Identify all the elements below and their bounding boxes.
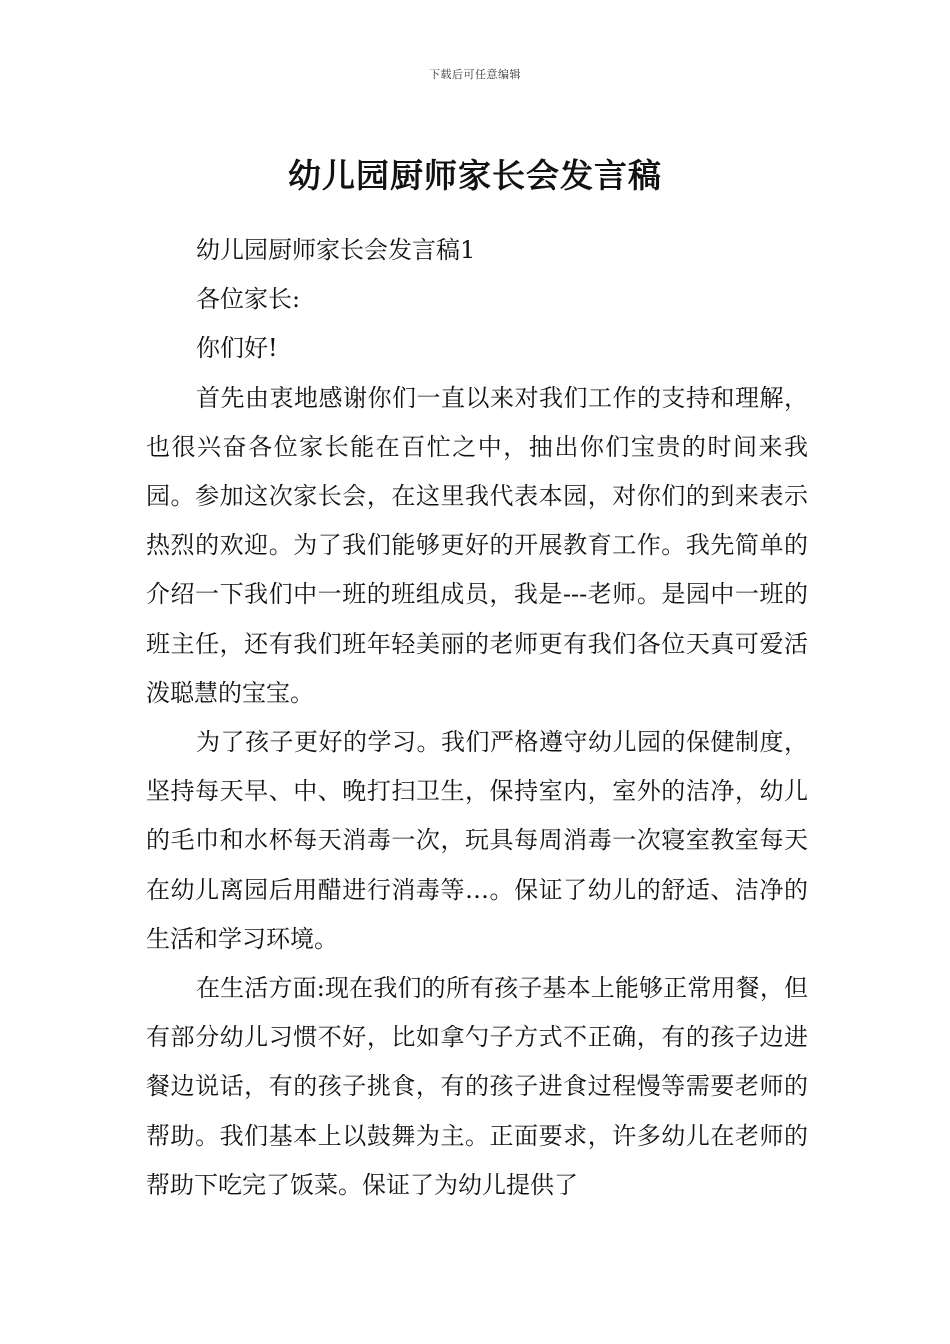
greeting: 你们好! (196, 334, 278, 363)
section-heading: 幼儿园厨师家长会发言稿1 (196, 236, 476, 264)
document-body (146, 226, 808, 1210)
document-title: 幼儿园厨师家长会发言稿 (288, 156, 662, 196)
paragraph-daily-life: 在生活方面:现在我们的所有孩子基本上能够正常用餐，但有部分幼儿习惯不好，比如拿勺子方式不正确，有的孩子边进餐边说话，有的孩子挑食，有的孩子进食过程慢等需要老师的帮助。我们基本上以鼓舞为主。正面要求，许多幼儿在老师的帮助下吃完了饭菜。保证了为幼儿提供了 (146, 974, 808, 1199)
header-note: 下载后可任意编辑 (429, 68, 521, 81)
salutation: 各位家长: (196, 285, 301, 314)
paragraph-intro: 首先由衷地感谢你们一直以来对我们工作的支持和理解，也很兴奋各位家长能在百忙之中，抽出你们宝贵的时间来我园。参加这次家长会，在这里我代表本园，对你们的到来表示热烈的欢迎。为了我们能够更好的开展教育工作。我先简单的介绍一下我们中一班的班组成员，我是---老师。是园中一班的班主任，还有我们班年轻美丽的老师更有我们各位天真可爱活泼聪慧的宝宝。 (146, 383, 808, 707)
paragraph-hygiene: 为了孩子更好的学习。我们严格遵守幼儿园的保健制度，坚持每天早、中、晚打扫卫生，保持室内，室外的洁净，幼儿的毛巾和水杯每天消毒一次，玩具每周消毒一次寝室教室每天在幼儿离园后用醋进行消毒等…。保证了幼儿的舒适、洁净的生活和学习环境。 (146, 728, 808, 953)
